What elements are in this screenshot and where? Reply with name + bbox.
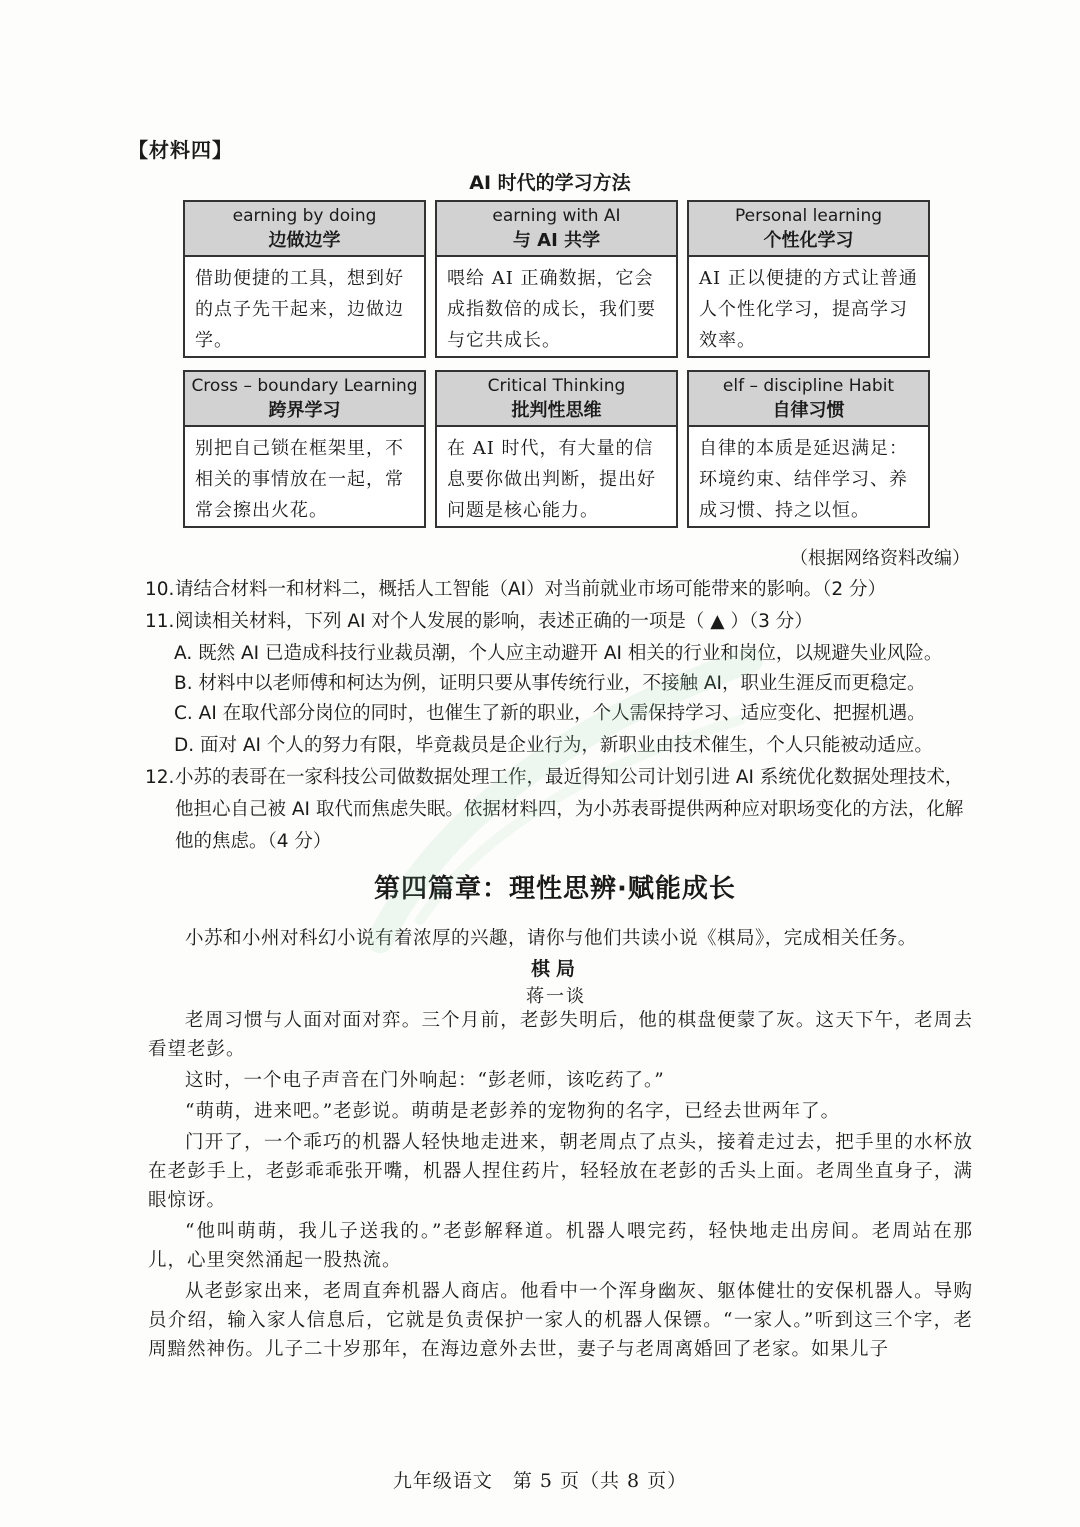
cell-header [437,372,676,427]
story-title: 棋局 [530,958,581,980]
cell-chinese-title: 跨界学习 [268,399,341,421]
story-paragraph: 从老彭家出来，老周直奔机器人商店。他看中一个浑身幽灰、躯体健壮的安保机器人。导购员介绍，输入家人信息后，它就是负责保护一家人的机器人保镖。“一家人。”听到这三个字，老周黯然神伤。儿子二十岁那年，在海边意外去世，妻子与老周离婚回了老家。如果儿子 [148,1281,973,1360]
cell-chinese-title: 个性化学习 [763,229,854,251]
story-author: 蒋一谈 [526,986,586,1007]
option-d: D. 面对 AI 个人的努力有限，毕竟裁员是企业行为，新职业由技术催生，个人只能被动适应。 [174,735,933,756]
story-body [148,1006,973,1366]
question-10 [145,574,975,606]
cell-header [689,202,928,257]
question-12 [145,762,975,858]
option-a: A. 既然 AI 已造成科技行业裁员潮，个人应主动避开 AI 相关的行业和岗位，以规避失业风险。 [174,643,943,664]
chapter-intro: 小苏和小州对科幻小说有着浓厚的兴趣，请你与他们共读小说《棋局》，完成相关任务。 [185,928,917,949]
story-paragraph: 门开了，一个乖巧的机器人轻快地走进来，朝老周点了点头，接着走过去，把手里的水杯放在老彭手上，老彭乖乖张开嘴，机器人捏住药片，轻轻放在老彭的舌头上面。老周坐直身子，满眼惊讶。 [148,1132,973,1211]
question-text: 阅读相关材料，下列 AI 对个人发展的影响，表述正确的一项是（ ▲ ）（3 分） [175,611,813,632]
learning-methods-table [183,200,931,528]
cell-header [437,202,676,257]
cell-english-title: Personal learning [734,205,883,226]
section-label: 【材料四】 [128,138,233,162]
cell-english-title: elf – discipline Habit [722,375,895,396]
table-cell [687,370,930,528]
cell-english-title: earning with AI [492,205,621,226]
option-b: B. 材料中以老师傅和柯达为例，证明只要从事传统行业，不接触 AI，职业生涯反而更稳定。 [174,673,926,694]
table-cell [183,200,426,358]
question-text: 小苏的表哥在一家科技公司做数据处理工作，最近得知公司计划引进 AI 系统优化数据处理技术，他担心自己被 AI 取代而焦虑失眠。依据材料四，为小苏表哥提供两种应对职场变化的方法，化解他的焦虑。（4 分） [175,767,964,852]
cell-chinese-title: 与 AI 共学 [512,229,601,251]
story-paragraph: “萌萌，进来吧。”老彭说。萌萌是老彭养的宠物狗的名字，已经去世两年了。 [185,1101,841,1122]
table-cell [435,200,678,358]
cell-english-title: Cross – boundary Learning [191,375,418,396]
question-text: 请结合材料一和材料二，概括人工智能（AI）对当前就业市场可能带来的影响。（2 分） [175,579,887,600]
table-title: AI 时代的学习方法 [469,172,631,194]
cell-english-title: earning by doing [232,205,377,226]
cell-body: 别把自己锁在框架里，不相关的事情放在一起，常常会擦出火花。 [195,438,404,521]
page-footer: 九年级语文 第 5 页（共 8 页） [392,1470,688,1492]
story-paragraph: “他叫萌萌，我儿子送我的。”老彭解释道。机器人喂完药，轻快地走出房间。老周站在那儿，心里突然涌起一股热流。 [148,1221,973,1271]
cell-header [185,372,424,427]
cell-header [689,372,928,427]
cell-body: 借助便捷的工具，想到好的点子先干起来，边做边学。 [195,268,404,351]
cell-chinese-title: 批判性思维 [511,399,602,421]
question-number: 11. [145,611,175,632]
cell-body: 喂给 AI 正确数据，它会成指数倍的成长，我们要与它共成长。 [447,268,656,351]
cell-body: AI 正以便捷的方式让普通人个性化学习，提高学习效率。 [699,268,918,351]
question-number: 12. [145,767,175,788]
table-cell [687,200,930,358]
table-cell [183,370,426,528]
cell-body: 在 AI 时代，有大量的信息要你做出判断，提出好问题是核心能力。 [447,438,656,521]
chapter-title: 第四篇章：理性思辨·赋能成长 [374,874,736,904]
source-note: （根据网络资料改编） [790,548,970,569]
cell-header [185,202,424,257]
question-11 [145,606,975,638]
cell-english-title: Critical Thinking [487,375,626,396]
cell-body: 自律的本质是延迟满足：环境约束、结伴学习、养成习惯、持之以恒。 [699,438,908,521]
cell-chinese-title: 自律习惯 [772,399,845,421]
story-paragraph: 这时，一个电子声音在门外响起：“彭老师，该吃药了。” [185,1070,665,1091]
cell-chinese-title: 边做边学 [268,229,341,251]
option-c: C. AI 在取代部分岗位的同时，也催生了新的职业，个人需保持学习、适应变化、把握机遇。 [174,703,926,724]
question-number: 10. [145,579,175,600]
story-paragraph: 老周习惯与人面对面对弈。三个月前，老彭失明后，他的棋盘便蒙了灰。这天下午，老周去看望老彭。 [148,1010,973,1060]
table-cell [435,370,678,528]
